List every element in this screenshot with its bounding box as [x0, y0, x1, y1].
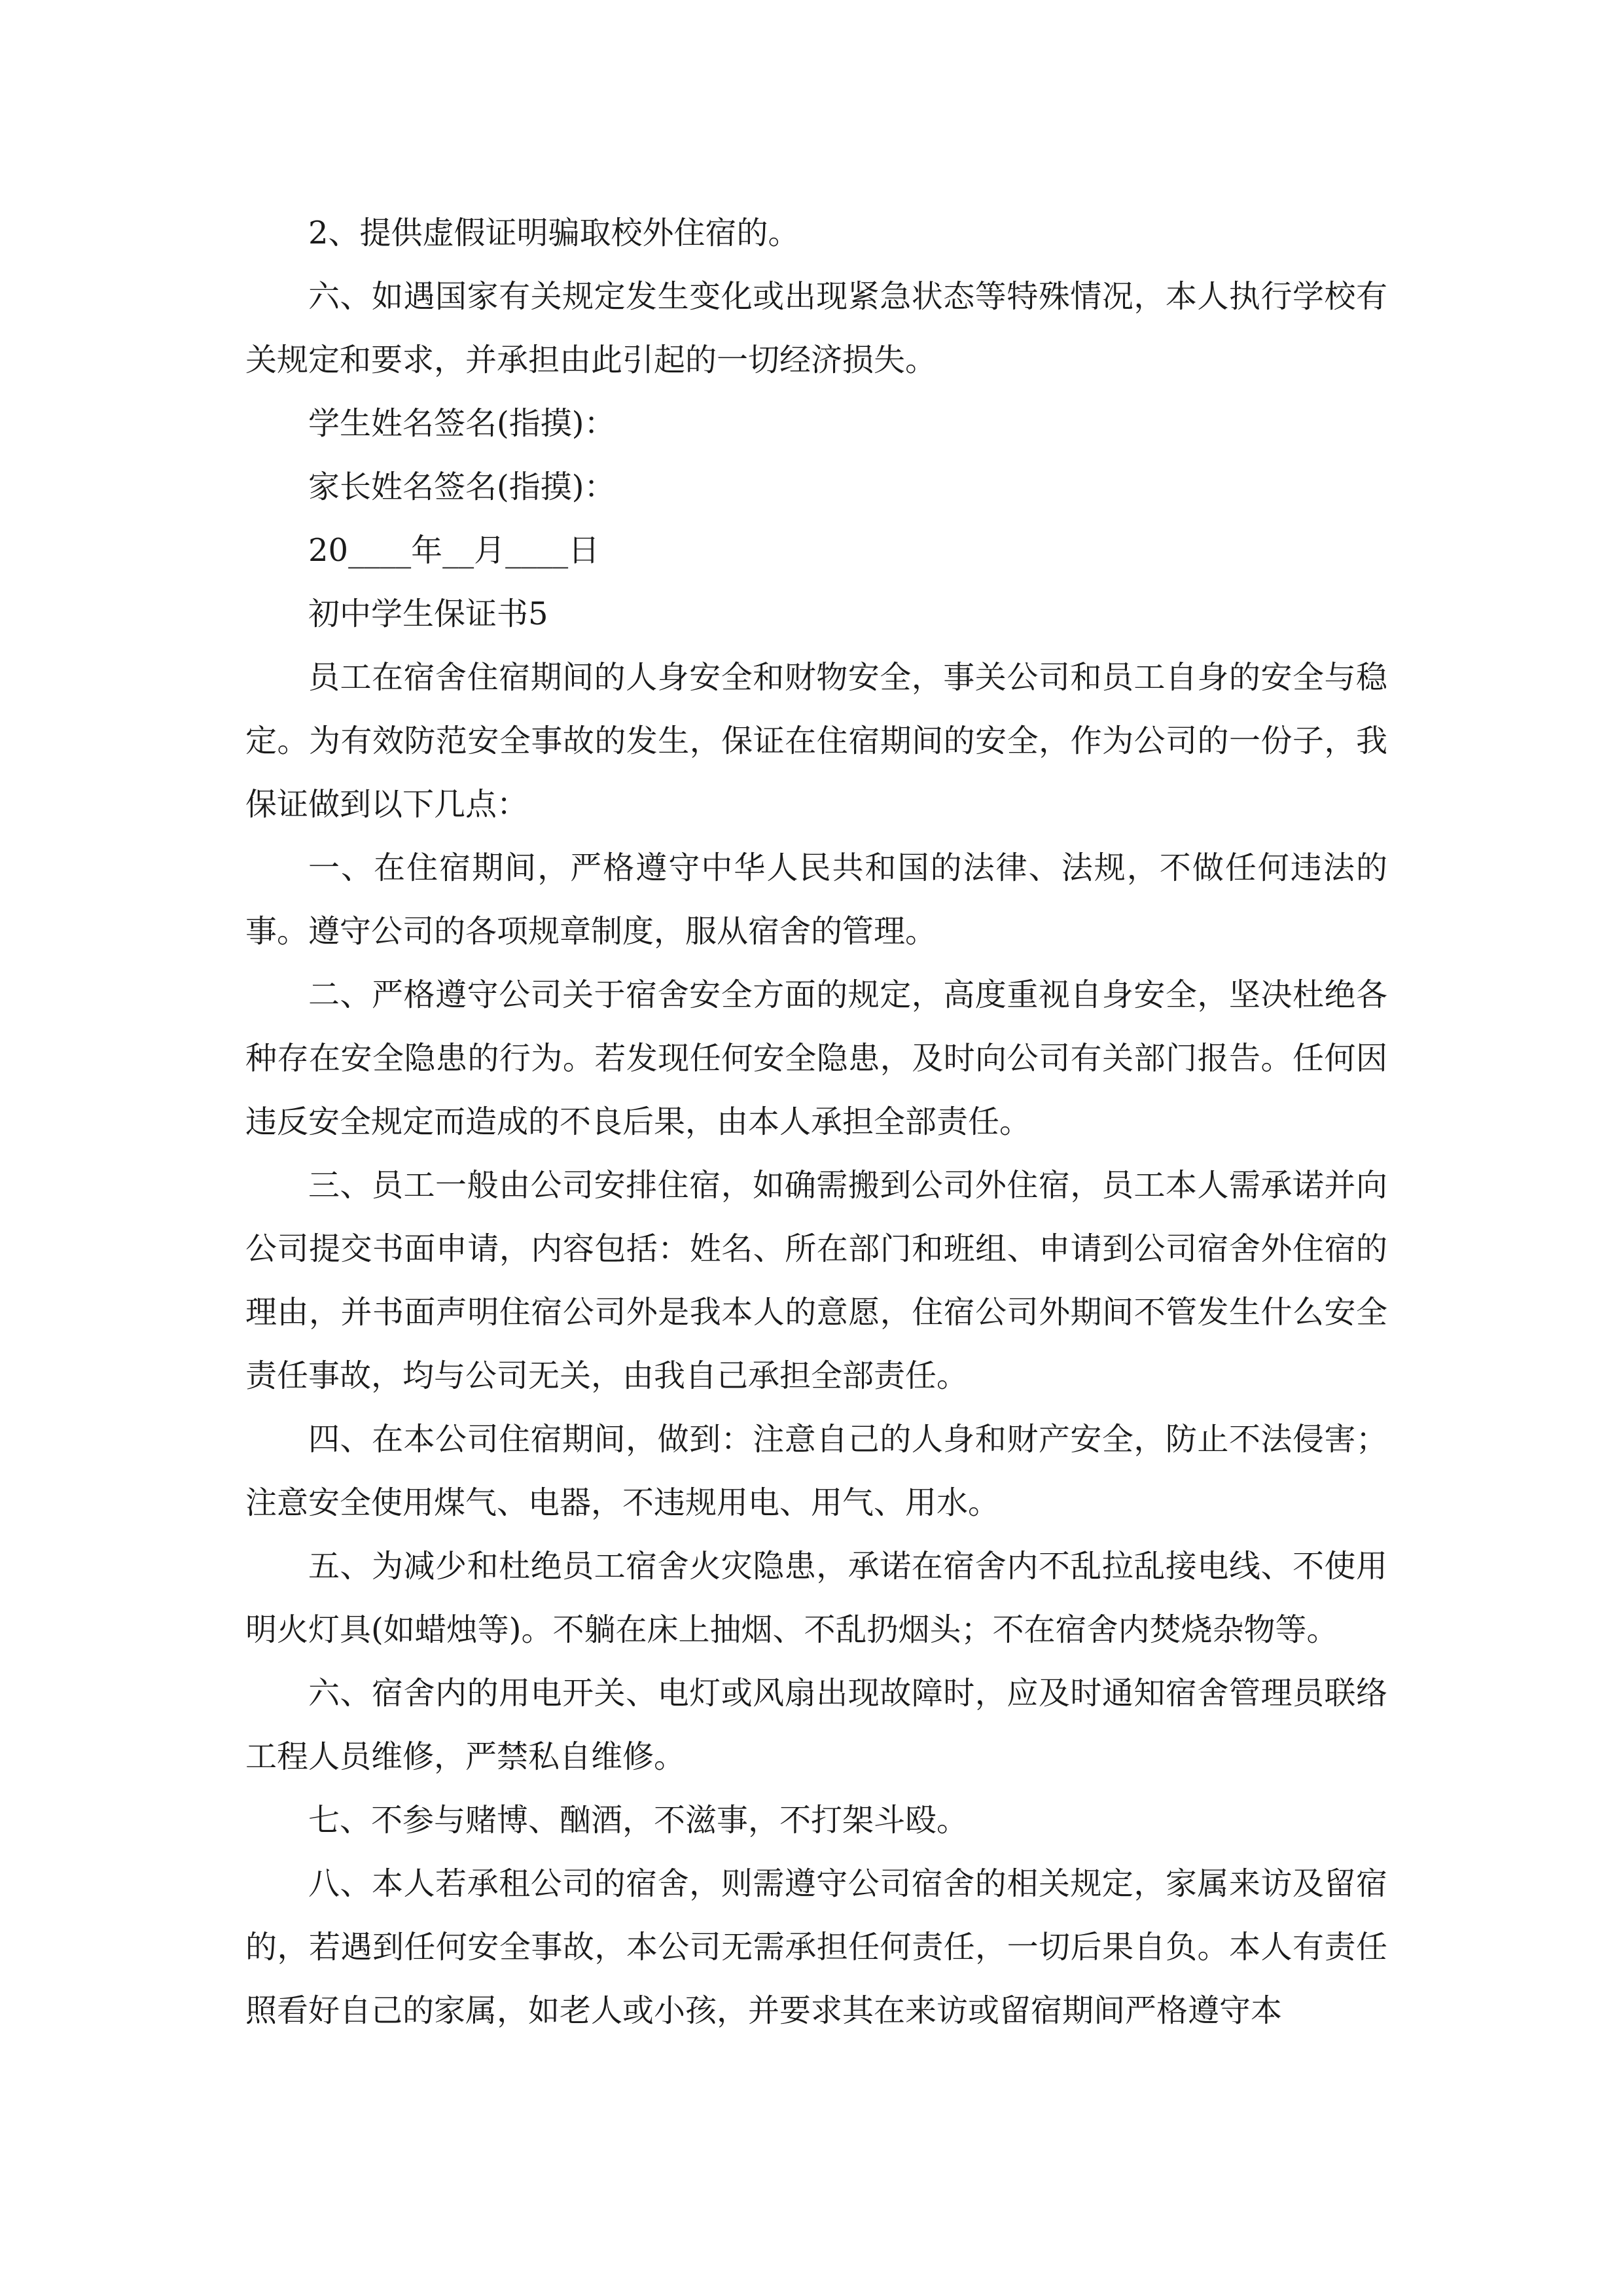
- paragraph-intro: 员工在宿舍住宿期间的人身安全和财物安全，事关公司和员工自身的安全与稳定。为有效防范安全事故的发生，保证在住宿期间的安全，作为公司的一份子，我保证做到以下几点：: [245, 659, 1387, 823]
- paragraph-item-7: 七、不参与赌博、酗酒，不滋事，不打架斗殴。: [308, 1802, 969, 1839]
- paragraph-item-5: 五、为减少和杜绝员工宿舍火灾隐患，承诺在宿舍内不乱拉乱接电线、不使用明火灯具(如蜡烛等)。不躺在床上抽烟、不乱扔烟头；不在宿舍内焚烧杂物等。: [245, 1548, 1387, 1648]
- paragraph-item-6: 六、宿舍内的用电开关、电灯或风扇出现故障时，应及时通知宿舍管理员联络工程人员维修，严禁私自维修。: [245, 1675, 1387, 1775]
- paragraph-item-2: 二、严格遵守公司关于宿舍安全方面的规定，高度重视自身安全，坚决杜绝各种存在安全隐患的行为。若发现任何安全隐患，及时向公司有关部门报告。任何因违反安全规定而造成的不良后果，由本人承担全部责任。: [245, 977, 1387, 1140]
- paragraph-item-3: 三、员工一般由公司安排住宿，如确需搬到公司外住宿，员工本人需承诺并向公司提交书面申请，内容包括：姓名、所在部门和班组、申请到公司宿舍外住宿的理由，并书面声明住宿公司外是我本人的意愿，住宿公司外期间不管发生什么安全责任事故，均与公司无关，由我自己承担全部责任。: [245, 1167, 1387, 1394]
- student-signature-line: 学生姓名签名(指摸)：: [308, 405, 616, 442]
- paragraph-false-proof: 2、提供虚假证明骗取校外住宿的。: [308, 215, 800, 251]
- parent-signature-line: 家长姓名签名(指摸)：: [308, 469, 616, 505]
- paragraph-item-1: 一、在住宿期间，严格遵守中华人民共和国的法律、法规，不做任何违法的事。遵守公司的各项规章制度，服从宿舍的管理。: [245, 850, 1387, 950]
- date-line: 20____年__月____日: [308, 532, 600, 569]
- paragraph-item-4: 四、在本公司住宿期间，做到：注意自己的人身和财产安全，防止不法侵害；注意安全使用煤气、电器，不违规用电、用气、用水。: [245, 1421, 1387, 1521]
- paragraph-emergency-clause: 六、如遇国家有关规定发生变化或出现紧急状态等特殊情况，本人执行学校有关规定和要求，并承担由此引起的一切经济损失。: [245, 278, 1387, 378]
- document-body: [245, 202, 1387, 2043]
- paragraph-item-8: 八、本人若承租公司的宿舍，则需遵守公司宿舍的相关规定，家属来访及留宿的，若遇到任何安全事故，本公司无需承担任何责任，一切后果自负。本人有责任照看好自己的家属，如老人或小孩，并要求其在来访或留宿期间严格遵守本: [245, 1865, 1387, 2029]
- section-title: 初中学生保证书5: [308, 596, 548, 632]
